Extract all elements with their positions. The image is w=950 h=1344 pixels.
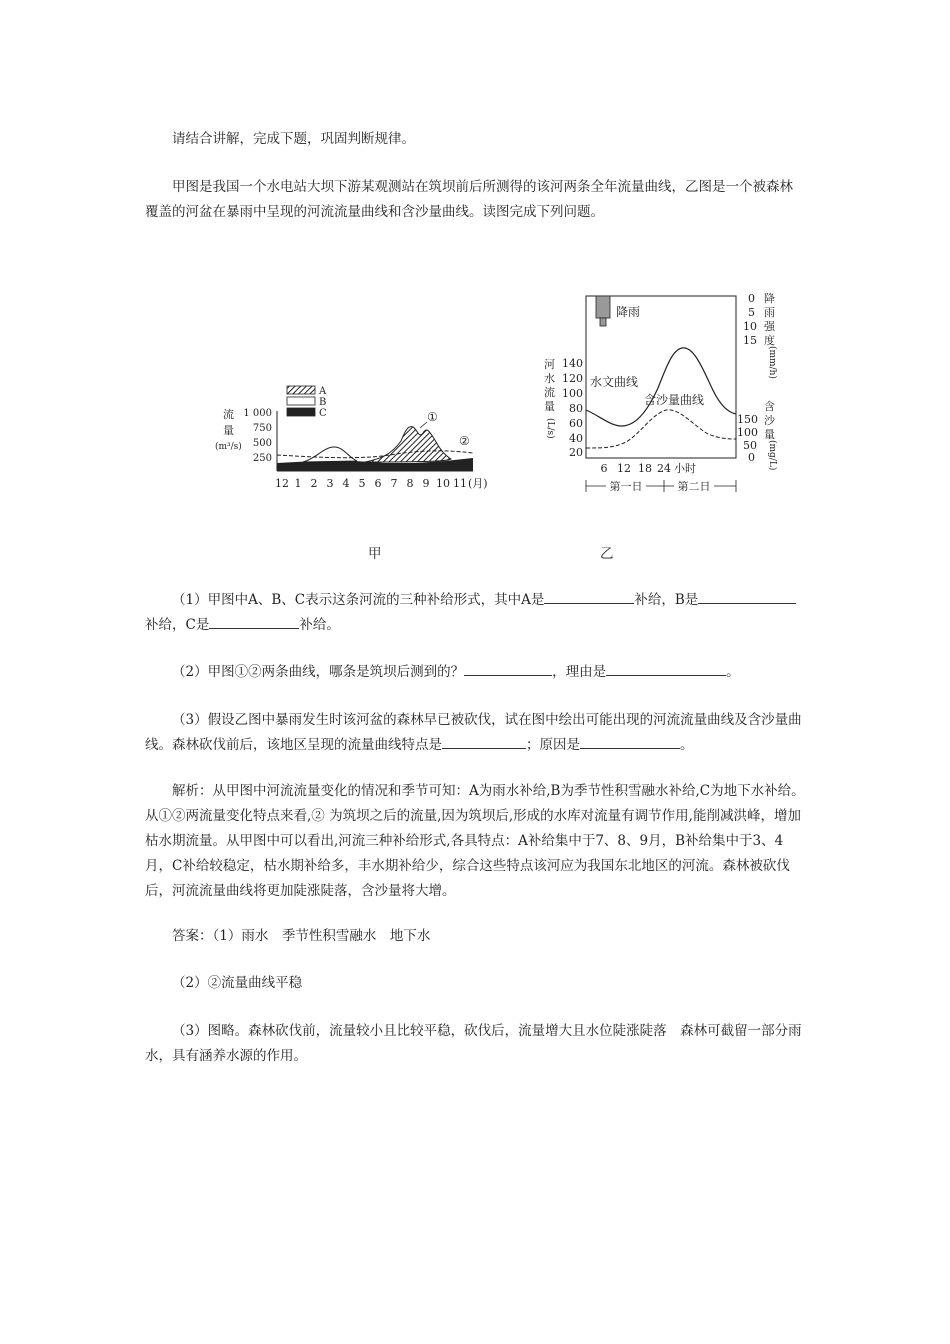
right-bottom-tick: 150 [737,413,758,426]
sand-label: 含沙量曲线 [644,393,705,407]
x-tick: 12 [617,462,631,475]
x-tick: 18 [638,462,652,475]
left-tick: 40 [569,432,583,445]
area-a [365,427,451,462]
q3-blank-feature[interactable] [442,734,526,749]
q1-blank-a[interactable] [544,589,634,604]
answer-3: （3）图略。森林砍伐前，流量较小且比较平稳，砍伐后，流量增大且水位陡涨陡落 森林可截留一部分雨水，具有涵养水源的作用。 [145,1023,802,1064]
left-tick: 20 [569,446,583,459]
figure-yi [540,288,790,498]
question-stem: 甲图是我国一个水电站大坝下游某观测站在筑坝前后所测得的该河两条全年流量曲线，乙图是一个被森林覆盖的河盆在暴雨中呈现的河流流量曲线和含沙量曲线。读图完成下列问题。 [145,179,793,220]
question-3 [145,708,805,758]
q3-text-1: （3）假设乙图中暴雨发生时该河盆的森林早已被砍伐，试在图中绘出可能出现的河流流量曲线及含沙量曲线。森林砍伐前后，该地区呈现的流量曲线特点是 [145,712,802,753]
left-label: 河 [544,358,555,371]
q3-blank-reason[interactable] [580,734,680,749]
q1-text-1: （1）甲图中A、B、C表示这条河流的三种补给形式，其中A是 [172,592,545,608]
x-tick: 12 [275,477,289,490]
q1-blank-c[interactable] [209,614,299,629]
right-top-tick: 5 [748,306,755,319]
q2-text-1: （2）甲图①②两条曲线，哪条是筑坝后测到的？ [172,664,465,680]
intro-text: 请结合讲解，完成下题，巩固判断规律。 [172,131,415,147]
x-tick: 6 [600,462,608,475]
left-label: 量 [544,400,555,413]
legend-c-swatch [287,408,315,416]
question-1 [145,588,805,638]
right-top-tick: 15 [743,334,757,347]
legend-a-swatch [287,386,315,394]
curve-2-label: ② [459,434,470,448]
caption-jia: 甲 [368,546,382,562]
y-label-2: 量 [223,424,234,437]
right-top-tick: 10 [743,320,757,333]
y-tick-500: 500 [252,438,272,449]
right-bottom-label: 沙 [764,414,775,427]
left-label: 流 [544,386,555,399]
q1-blank-b[interactable] [698,589,768,604]
legend-a-label: A [319,386,327,397]
analysis-text: 解析：从甲图中河流流量变化的情况和季节可知：A为雨水补给,B为季节性积雪融水补给,C为地下水补给。从①②两流量变化特点来看,② 为筑坝之后的流量,因为筑坝后,形成的水库对流量有调节作用,能削减洪峰，增加枯水期流量。从甲图中可以看出,河流三种补给形式,各具特点：A补给集中于7、8、9月，B补给集中于3、4月，C补给较稳定，枯水期补给多，丰水期补给少，综合这些特点该河应为我国东北地区的河流。森林被砍伐后，河流流量曲线将更加陡涨陡落，含沙量将大增。 [145,783,805,899]
caption-yi: 乙 [600,546,614,562]
left-tick: 100 [562,387,583,400]
q2-blank-which[interactable] [464,661,552,676]
left-tick: 60 [569,417,583,430]
right-bottom-label: 含 [764,400,775,413]
day-1-label: 第一日 [609,480,643,493]
answer-1: 答案：（1）雨水 季节性积雪融水 地下水 [172,928,431,944]
q3-text-3: 。 [680,737,694,753]
right-top-label: 强 [764,320,775,333]
q1-text-2: 补给，B是 [634,592,699,608]
rain-bar [596,296,610,318]
right-top-label: (mm/h) [767,346,777,379]
right-bottom-tick: 50 [743,439,757,452]
q1-text-4: 补给。 [299,617,340,633]
right-bottom-label: (mg/L) [767,440,777,471]
x-tick: 8 [406,477,414,490]
right-top-label: 雨 [764,306,775,319]
right-bottom-tick: 100 [737,426,758,439]
right-top-tick: 0 [748,292,755,305]
day-2-label: 第二日 [677,480,711,493]
left-tick: 80 [569,402,583,415]
left-label: (L/s) [545,418,555,439]
left-label: 水 [544,372,555,385]
q2-text-3: 。 [726,664,740,680]
left-tick: 140 [562,357,583,370]
x-tick: 10 [436,477,450,490]
q1-blank-b-cont[interactable] [768,589,796,604]
x-unit: (月) [468,477,488,490]
q3-text-2: ；原因是 [526,737,580,753]
q1-text-3: 补给，C是 [145,617,210,633]
legend-b-label: B [319,397,327,408]
x-tick: 11 [453,477,467,490]
q2-blank-reason[interactable] [606,661,726,676]
left-tick: 120 [562,372,583,385]
curve-1-label: ① [427,410,438,424]
x-tick: 3 [326,477,334,490]
right-bottom-label: 量 [764,428,775,441]
x-ticks [275,477,488,490]
x-tick: 5 [358,477,366,490]
answer-2: （2）②流量曲线平稳 [172,975,303,991]
x-tick: 2 [310,477,318,490]
sand-curve [586,410,736,448]
y-unit: (m³/s) [215,442,242,452]
x-tick: 4 [342,477,350,490]
figure-jia [215,375,515,500]
rain-bar-tail [600,318,606,326]
x-unit: 小时 [674,462,696,475]
right-top-label: 度 [764,334,775,347]
y-tick-1000: 1 000 [243,408,272,419]
y-tick-750: 750 [252,423,272,434]
y-label-1: 流 [223,408,234,421]
x-tick: 6 [374,477,382,490]
q2-text-2: ，理由是 [552,664,607,680]
y-tick-250: 250 [252,453,272,464]
rain-label: 降雨 [616,305,641,319]
x-tick: 1 [294,477,302,490]
hydro-label: 水文曲线 [590,375,639,389]
right-bottom-tick: 0 [748,451,755,464]
question-2 [145,660,805,685]
x-tick: 7 [390,477,398,490]
area-b [303,447,357,462]
right-top-label: 降 [764,292,775,305]
x-tick: 24 [657,462,671,475]
legend-c-label: C [319,408,327,419]
legend-b-swatch [287,397,315,405]
x-tick: 9 [422,477,430,490]
